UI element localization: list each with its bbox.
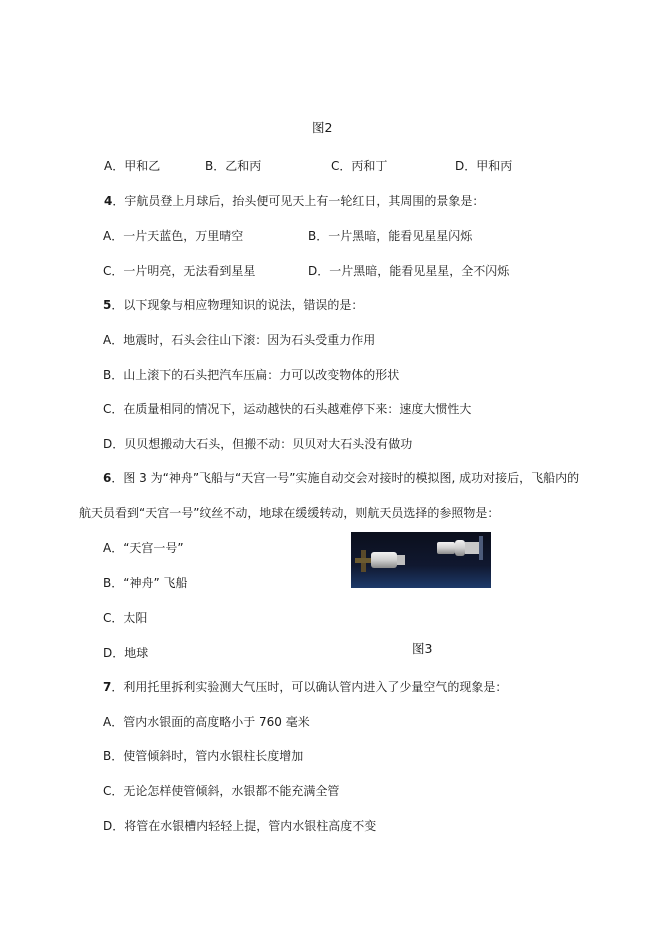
q6-number: 6 bbox=[103, 471, 112, 485]
q6-option-c: C．太阳 bbox=[103, 611, 148, 625]
q7-number: 7 bbox=[103, 680, 112, 694]
q5-number: 5 bbox=[103, 298, 112, 312]
q4-option-d: D．一片黑暗，能看见星星，全不闪烁 bbox=[308, 264, 510, 278]
q7-stem-text: ．利用托里拆利实验测大气压时，可以确认管内进入了少量空气的现象是： bbox=[111, 680, 508, 694]
spacecraft-docking-illustration bbox=[351, 532, 491, 588]
figure-2-caption: 图2 bbox=[312, 120, 333, 135]
q5-option-b: B．山上滚下的石头把汽车压扁：力可以改变物体的形状 bbox=[103, 368, 400, 382]
q5-stem bbox=[103, 297, 363, 313]
q3-option-d: D．甲和丙 bbox=[455, 159, 513, 173]
q4-option-a: A．一片天蓝色，万里晴空 bbox=[103, 229, 244, 243]
q5-option-d: D．贝贝想搬动大石头，但搬不动：贝贝对大石头没有做功 bbox=[103, 437, 413, 451]
q7-option-a: A．管内水银面的高度略小于 760 毫米 bbox=[103, 715, 310, 729]
q7-option-b: B．使管倾斜时，管内水银柱长度增加 bbox=[103, 749, 304, 763]
q7-option-c: C．无论怎样使管倾斜，水银都不能充满全管 bbox=[103, 784, 340, 798]
q7-option-d: D．将管在水银槽内轻轻上提，管内水银柱高度不变 bbox=[103, 819, 377, 833]
q6-stem-text-1: ．图 3 为“神舟”飞船与“天宫一号”实施自动交会对接时的模拟图, 成功对接后，飞船内的 bbox=[111, 471, 580, 485]
figure-3-spacecraft-image bbox=[351, 532, 491, 588]
q5-stem-text: ．以下现象与相应物理知识的说法，错误的是： bbox=[111, 298, 364, 312]
q6-stem-line-1 bbox=[103, 470, 579, 486]
q5-option-c: C．在质量相同的情况下，运动越快的石头越难停下来：速度大惯性大 bbox=[103, 402, 472, 416]
q6-stem-line-2: 航天员看到“天宫一号”纹丝不动，地球在缓缓转动，则航天员选择的参照物是： bbox=[79, 506, 500, 520]
q4-option-c: C．一片明亮，无法看到星星 bbox=[103, 264, 256, 278]
q3-option-c: C．丙和丁 bbox=[331, 159, 388, 173]
q6-option-a: A．“天宫一号” bbox=[103, 541, 184, 555]
q3-option-b: B．乙和丙 bbox=[205, 159, 262, 173]
q4-option-b: B．一片黑暗，能看见星星闪烁 bbox=[308, 229, 473, 243]
q4-stem bbox=[104, 193, 484, 209]
q4-stem-text: ．宇航员登上月球后，抬头便可见天上有一轮红日，其周围的景象是： bbox=[112, 194, 485, 208]
q6-option-d: D．地球 bbox=[103, 646, 149, 660]
figure-3-caption: 图3 bbox=[412, 641, 433, 656]
q7-stem bbox=[103, 679, 507, 695]
q6-option-b: B．“神舟” 飞船 bbox=[103, 576, 188, 590]
q5-option-a: A．地震时，石头会往山下滚：因为石头受重力作用 bbox=[103, 333, 376, 347]
q3-option-a: A．甲和乙 bbox=[104, 159, 161, 173]
q4-number: 4 bbox=[104, 194, 113, 208]
